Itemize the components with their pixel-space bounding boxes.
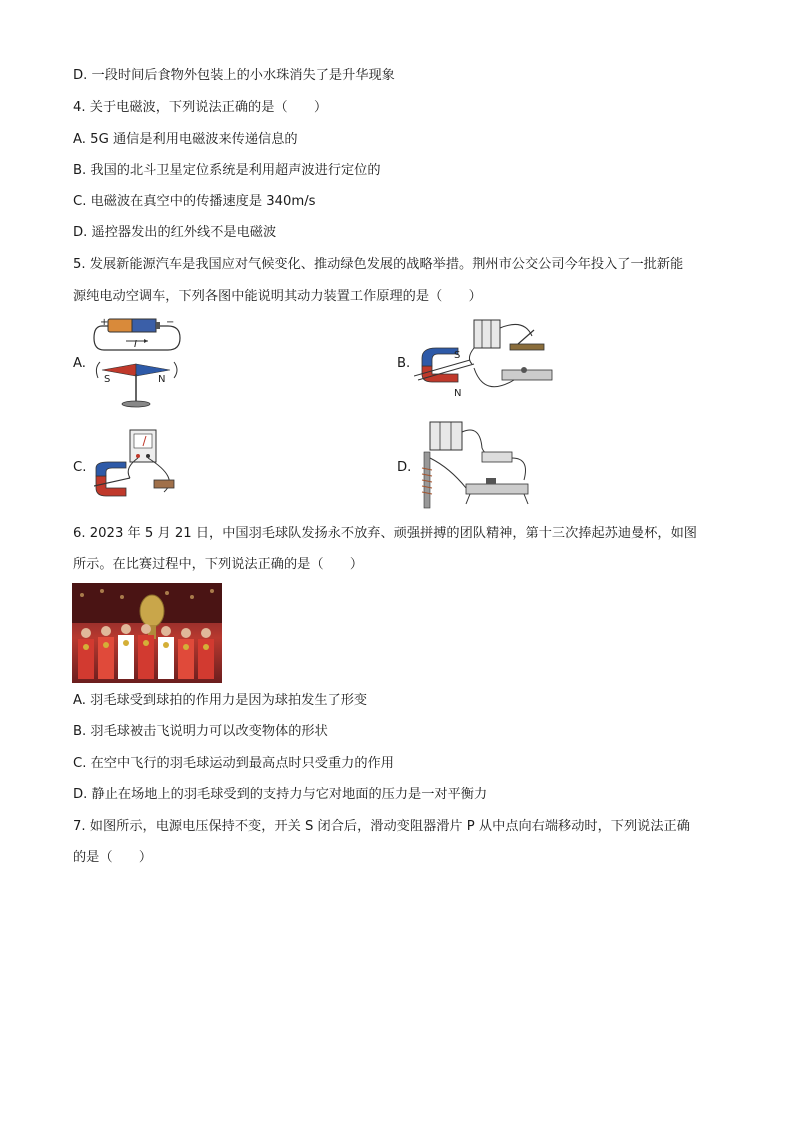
q5-stem-line2: 源纯电动空调车，下列各图中能说明其动力装置工作原理的是（ ）: [73, 289, 482, 304]
q4-stem: 4. 关于电磁波，下列说法正确的是（ ）: [73, 100, 328, 115]
q4-option-b: B. 我国的北斗卫星定位系统是利用超声波进行定位的: [73, 163, 381, 178]
q7-stem-line1: 7. 如图所示，电源电压保持不变，开关 S 闭合后，滑动变阻器滑片 P 从中点向右端移动时，下列说法正确: [73, 819, 690, 834]
q6-option-d: D. 静止在场地上的羽毛球受到的支持力与它对地面的压力是一对平衡力: [73, 787, 488, 802]
figure-a-oersted: [90, 316, 190, 410]
current-label: I: [134, 339, 137, 350]
figure-c-induction: [94, 428, 184, 508]
team-trophy-photo: [72, 583, 222, 683]
q6-option-a: A. 羽毛球受到球拍的作用力是因为球拍发生了形变: [73, 693, 368, 708]
q5-option-d-label: D.: [397, 460, 412, 475]
minus-sign: −: [166, 317, 175, 328]
magnet-s-label: S: [454, 350, 461, 361]
q5-option-c-label: C.: [73, 460, 87, 475]
q3-option-d: D. 一段时间后食物外包装上的小水珠消失了是升华现象: [73, 68, 395, 83]
needle-n-label: N: [158, 374, 166, 385]
q4-option-c: C. 电磁波在真空中的传播速度是 340m/s: [73, 194, 316, 209]
figure-d-electromagnet: [420, 418, 556, 514]
q5-option-a-label: A.: [73, 356, 86, 371]
q6-stem-line1: 6. 2023 年 5 月 21 日，中国羽毛球队发扬永不放弃、顽强拼搏的团队精神，第十三次捧起苏迪曼杯，如图: [73, 526, 697, 541]
q6-option-b: B. 羽毛球被击飞说明力可以改变物体的形状: [73, 724, 328, 739]
q4-option-a: A. 5G 通信是利用电磁波来传递信息的: [73, 132, 298, 147]
q6-option-c: C. 在空中飞行的羽毛球运动到最高点时只受重力的作用: [73, 756, 394, 771]
q4-option-d: D. 遥控器发出的红外线不是电磁波: [73, 225, 277, 240]
figure-b-motor-principle: [414, 318, 560, 404]
plus-sign: +: [100, 317, 109, 328]
q6-stem-line2: 所示。在比赛过程中，下列说法正确的是（ ）: [73, 557, 364, 572]
q7-stem-line2: 的是（ ）: [73, 850, 153, 865]
q5-stem-line1: 5. 发展新能源汽车是我国应对气候变化、推动绿色发展的战略举措。荆州市公交公司今年投入了一批新能: [73, 257, 684, 272]
magnet-n-label: N: [454, 388, 462, 399]
needle-s-label: S: [104, 374, 111, 385]
q5-option-b-label: B.: [397, 356, 411, 371]
